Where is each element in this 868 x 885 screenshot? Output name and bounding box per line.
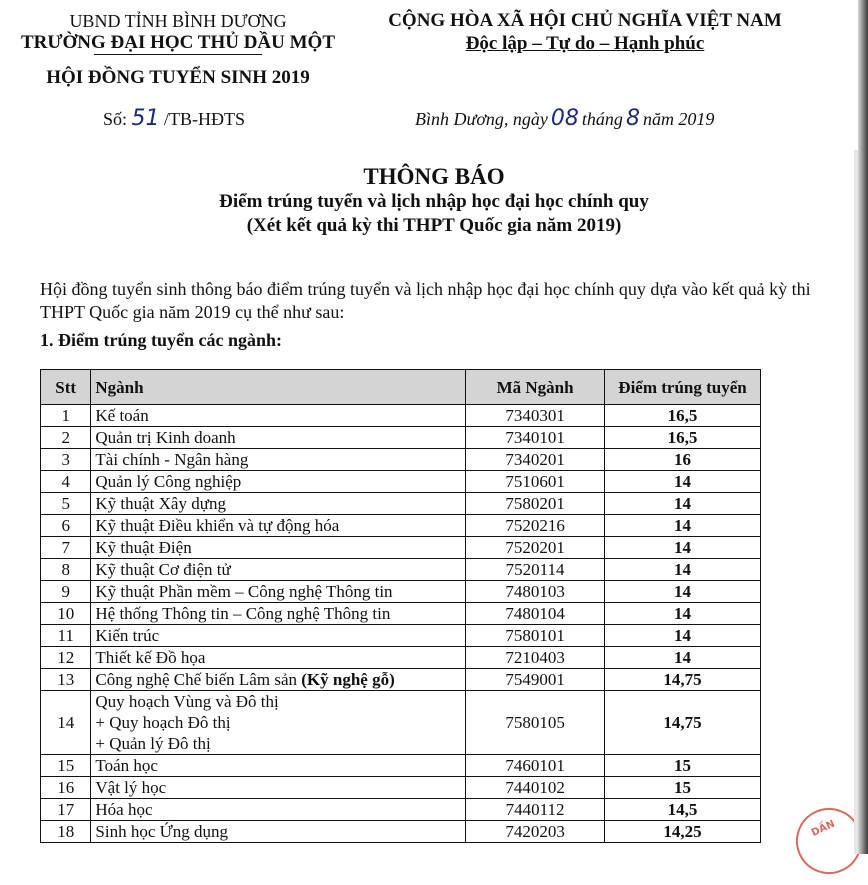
major-name-text: Công nghệ Chế biến Lâm sản <box>95 670 297 689</box>
cell-major-code: 7210403 <box>466 647 605 669</box>
cell-stt: 4 <box>41 471 91 493</box>
cell-stt: 8 <box>41 559 91 581</box>
date-month-label: tháng <box>581 109 623 129</box>
cell-stt: 9 <box>41 581 91 603</box>
doc-number-prefix: Số: <box>103 109 128 129</box>
table-row <box>41 493 761 515</box>
issuer-university: TRƯỜNG ĐẠI HỌC THỦ DẦU MỘT <box>20 32 336 53</box>
notice-subtitle: Điểm trúng tuyển và lịch nhập học đại học chính quy <box>219 191 649 212</box>
cell-score: 14 <box>605 493 761 515</box>
cell-major: Kỹ thuật Phần mềm – Công nghệ Thông tin <box>91 581 466 603</box>
national-title: CỘNG HÒA XÃ HỘI CHỦ NGHĨA VIỆT NAM <box>388 10 782 31</box>
cell-major: Quản trị Kinh doanh <box>91 427 466 449</box>
cell-score: 14 <box>605 471 761 493</box>
cell-stt: 5 <box>41 493 91 515</box>
cell-major: Vật lý học <box>91 777 466 799</box>
cell-major: Toán học <box>91 755 466 777</box>
cell-major <box>91 669 466 691</box>
cell-major-code: 7580105 <box>466 691 605 755</box>
cell-major-code: 7520201 <box>466 537 605 559</box>
header-major-code: Mã Ngành <box>466 370 605 405</box>
cell-major-code: 7580201 <box>466 493 605 515</box>
notice-title <box>0 164 868 238</box>
header-divider <box>94 54 262 55</box>
cell-stt: 14 <box>41 691 91 755</box>
cell-score: 14 <box>605 647 761 669</box>
red-seal-stamp: DẤN <box>785 797 868 885</box>
cell-score: 14 <box>605 625 761 647</box>
table-row <box>41 581 761 603</box>
cell-major: Hóa học <box>91 799 466 821</box>
major-name-bold-note: (Kỹ nghệ gỗ) <box>301 670 395 689</box>
cell-score: 14 <box>605 537 761 559</box>
cell-stt: 1 <box>41 405 91 427</box>
cell-stt: 13 <box>41 669 91 691</box>
cell-stt: 3 <box>41 449 91 471</box>
cell-major: Quản lý Công nghiệp <box>91 471 466 493</box>
cell-score: 16,5 <box>605 427 761 449</box>
cell-major: Kỹ thuật Cơ điện tử <box>91 559 466 581</box>
table-row <box>41 799 761 821</box>
cell-major: Sinh học Ứng dụng <box>91 821 466 843</box>
table-row <box>41 691 761 755</box>
cell-stt: 18 <box>41 821 91 843</box>
cell-major-code: 7520216 <box>466 515 605 537</box>
date-year: năm 2019 <box>642 109 715 129</box>
cell-major-code: 7549001 <box>466 669 605 691</box>
cell-score: 14 <box>605 515 761 537</box>
cell-major-code: 7440102 <box>466 777 605 799</box>
table-row <box>41 427 761 449</box>
table-row <box>41 449 761 471</box>
header-admission-score: Điểm trúng tuyển <box>605 370 761 405</box>
cell-score: 14,75 <box>605 669 761 691</box>
table-row <box>41 669 761 691</box>
table-row <box>41 625 761 647</box>
cell-major: Kế toán <box>91 405 466 427</box>
table-row <box>41 471 761 493</box>
cell-major-code: 7340201 <box>466 449 605 471</box>
document-number <box>103 106 245 131</box>
cell-score: 16,5 <box>605 405 761 427</box>
cell-score: 14,25 <box>605 821 761 843</box>
table-row <box>41 603 761 625</box>
cell-stt: 6 <box>41 515 91 537</box>
notice-subtitle-note: (Xét kết quả kỳ thi THPT Quốc gia năm 2019) <box>246 215 622 236</box>
cell-stt: 7 <box>41 537 91 559</box>
cell-score: 15 <box>605 777 761 799</box>
national-motto: Độc lập – Tự do – Hạnh phúc <box>465 33 705 54</box>
cell-major-code: 7510601 <box>466 471 605 493</box>
cell-score: 16 <box>605 449 761 471</box>
table-row <box>41 559 761 581</box>
cell-major: Kỹ thuật Điện <box>91 537 466 559</box>
major-name-text: Quy hoạch Vùng và Đô thị <box>95 692 279 711</box>
cell-major: Hệ thống Thông tin – Công nghệ Thông tin <box>91 603 466 625</box>
cell-score: 14,5 <box>605 799 761 821</box>
doc-number-suffix: /TB-HĐTS <box>164 109 246 129</box>
cell-major-code: 7420203 <box>466 821 605 843</box>
doc-number-handwritten: 51 <box>131 106 160 131</box>
table-row <box>41 515 761 537</box>
cell-stt: 12 <box>41 647 91 669</box>
issuer-province: UBND TỈNH BÌNH DƯƠNG <box>69 11 287 31</box>
cell-stt: 17 <box>41 799 91 821</box>
issuer-header <box>18 10 338 89</box>
document-date <box>415 106 714 131</box>
cell-stt: 10 <box>41 603 91 625</box>
cell-score: 14 <box>605 581 761 603</box>
major-sub-item: + Quy hoạch Đô thị <box>95 713 231 732</box>
table-row <box>41 405 761 427</box>
cell-major-code: 7460101 <box>466 755 605 777</box>
notice-main-title: THÔNG BÁO <box>363 164 505 189</box>
cell-score: 14 <box>605 603 761 625</box>
cell-major: Tài chính - Ngân hàng <box>91 449 466 471</box>
cell-major: Kiến trúc <box>91 625 466 647</box>
major-sub-item: + Quản lý Đô thị <box>95 734 211 753</box>
intro-paragraph: Hội đồng tuyển sinh thông báo điểm trúng tuyển và lịch nhập học đại học chính quy dựa vào kết quả kỳ thi THPT Quốc gia năm 2019 cụ thể như sau: <box>40 279 811 322</box>
cell-major-code: 7480104 <box>466 603 605 625</box>
cell-score: 15 <box>605 755 761 777</box>
cell-major-code: 7480103 <box>466 581 605 603</box>
table-row <box>41 755 761 777</box>
cell-major-code: 7580101 <box>466 625 605 647</box>
header-stt: Stt <box>41 370 91 405</box>
date-place-prefix: Bình Dương, ngày <box>415 109 548 129</box>
date-day-handwritten: 08 <box>550 106 579 131</box>
cell-major-code: 7520114 <box>466 559 605 581</box>
date-month-handwritten: 8 <box>625 106 640 131</box>
table-row <box>41 777 761 799</box>
national-header <box>350 10 820 56</box>
cell-score: 14,75 <box>605 691 761 755</box>
cell-stt: 16 <box>41 777 91 799</box>
section-heading: 1. Điểm trúng tuyển các ngành: <box>40 330 282 350</box>
scan-edge <box>858 0 868 854</box>
cell-major-code: 7340301 <box>466 405 605 427</box>
cell-stt: 11 <box>41 625 91 647</box>
cell-major: Thiết kế Đồ họa <box>91 647 466 669</box>
admission-score-table <box>40 369 761 843</box>
table-row <box>41 647 761 669</box>
cell-major: Kỹ thuật Xây dựng <box>91 493 466 515</box>
cell-major-code: 7340101 <box>466 427 605 449</box>
cell-major-code: 7440112 <box>466 799 605 821</box>
table-header-row <box>41 370 761 405</box>
cell-stt: 2 <box>41 427 91 449</box>
cell-major <box>91 691 466 755</box>
table-row <box>41 821 761 843</box>
cell-score: 14 <box>605 559 761 581</box>
issuer-council: HỘI ĐỒNG TUYỂN SINH 2019 <box>46 67 310 88</box>
header-major: Ngành <box>91 370 466 405</box>
table-row <box>41 537 761 559</box>
cell-stt: 15 <box>41 755 91 777</box>
cell-major: Kỹ thuật Điều khiển và tự động hóa <box>91 515 466 537</box>
